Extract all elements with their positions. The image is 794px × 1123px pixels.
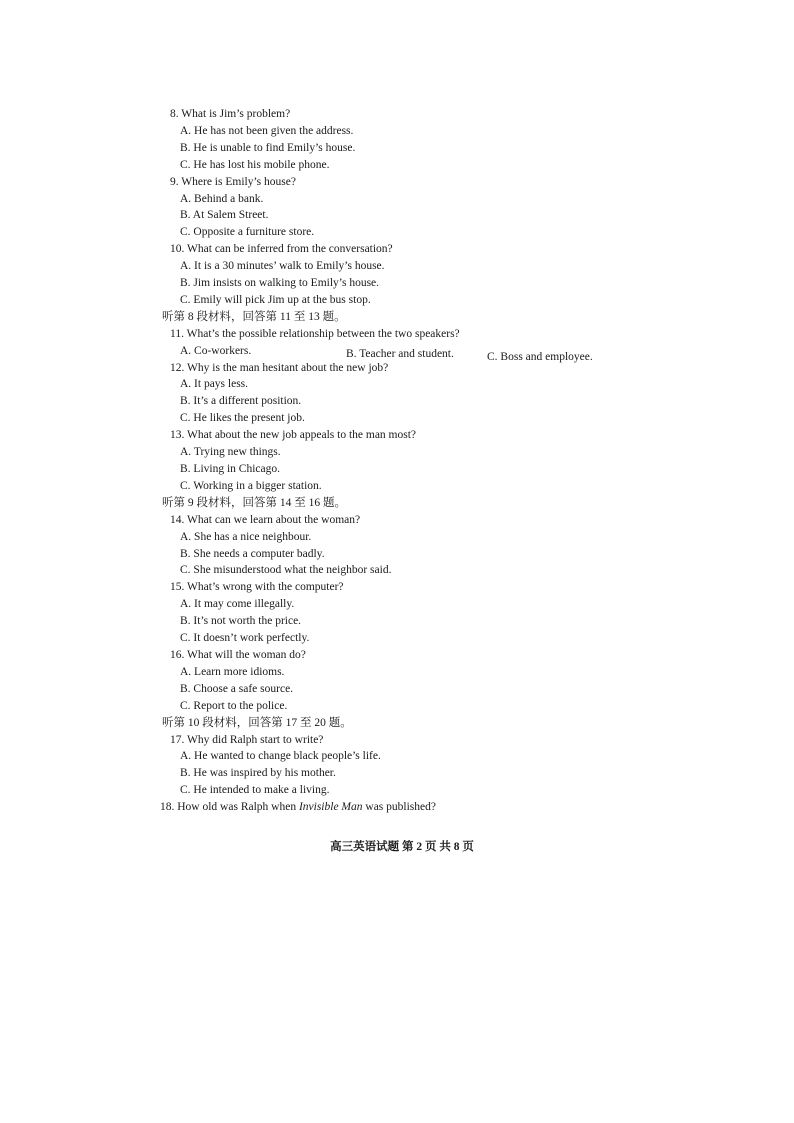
option-17b: B. He was inspired by his mother. <box>180 767 336 780</box>
question-10: 10. What can be inferred from the conversation? <box>170 243 393 256</box>
question-15: 15. What’s wrong with the computer? <box>170 581 344 594</box>
question-17: 17. Why did Ralph start to write? <box>170 733 324 746</box>
listening-questions <box>160 106 630 816</box>
question-12: 12. Why is the man hesitant about the new job? <box>170 361 389 374</box>
book-title: Invisible Man <box>298 801 363 814</box>
option-10c: C. Emily will pick Jim up at the bus stop. <box>180 293 371 306</box>
option-14a: A. She has a nice neighbour. <box>180 530 312 543</box>
option-8a: A. He has not been given the address. <box>180 124 354 137</box>
option-9b: B. At Salem Street. <box>180 209 269 222</box>
option-17c: C. He intended to make a living. <box>180 784 330 797</box>
question-16: 16. What will the woman do? <box>170 648 306 661</box>
option-16c: C. Report to the police. <box>180 699 288 712</box>
question-18-after: was published? <box>362 801 436 814</box>
option-11c: C. Boss and employee. <box>487 350 593 363</box>
option-12c: C. He likes the present job. <box>180 412 305 425</box>
section-heading-10: 听第 10 段材料，回答第 17 至 20 题。 <box>162 716 352 729</box>
option-15b: B. It’s not worth the price. <box>180 615 302 628</box>
question-18 <box>160 799 630 816</box>
option-17a: A. He wanted to change black people’s life. <box>180 750 381 763</box>
question-11: 11. What’s the possible relationship between the two speakers? <box>170 327 460 340</box>
option-13b: B. Living in Chicago. <box>180 463 280 476</box>
option-9c: C. Opposite a furniture store. <box>180 226 315 239</box>
option-11b: B. Teacher and student. <box>346 347 454 360</box>
question-8: 8. What is Jim’s problem? <box>170 108 291 120</box>
question-13: 13. What about the new job appeals to the man most? <box>170 429 417 442</box>
option-16a: A. Learn more idioms. <box>180 665 285 678</box>
page-footer: 高三英语试题 第 2 页 共 8 页 <box>330 841 474 853</box>
option-15a: A. It may come illegally. <box>180 598 295 611</box>
option-8b: B. He is unable to find Emily’s house. <box>180 141 356 154</box>
option-14b: B. She needs a computer badly. <box>180 547 325 560</box>
section-heading-9: 听第 9 段材料，回答第 14 至 16 题。 <box>162 496 346 509</box>
option-8c: C. He has lost his mobile phone. <box>180 158 330 171</box>
option-12a: A. It pays less. <box>180 378 249 391</box>
option-13a: A. Trying new things. <box>180 446 281 459</box>
option-9a: A. Behind a bank. <box>180 192 264 205</box>
option-10a: A. It is a 30 minutes’ walk to Emily’s house. <box>180 260 385 273</box>
question-18-before: 18. How old was Ralph when <box>160 801 299 814</box>
option-13c: C. Working in a bigger station. <box>180 479 322 492</box>
question-9: 9. Where is Emily’s house? <box>170 175 296 188</box>
option-15c: C. It doesn’t work perfectly. <box>180 632 310 645</box>
option-11a: A. Co-workers. <box>180 344 252 357</box>
option-14c: C. She misunderstood what the neighbor said. <box>180 564 392 577</box>
option-12b: B. It’s a different position. <box>180 395 302 408</box>
options-row-11 <box>160 343 630 363</box>
option-10b: B. Jim insists on walking to Emily’s house. <box>180 277 380 290</box>
section-heading-8: 听第 8 段材料，回答第 11 至 13 题。 <box>162 310 346 323</box>
option-16b: B. Choose a safe source. <box>180 682 294 695</box>
question-14: 14. What can we learn about the woman? <box>170 513 361 526</box>
